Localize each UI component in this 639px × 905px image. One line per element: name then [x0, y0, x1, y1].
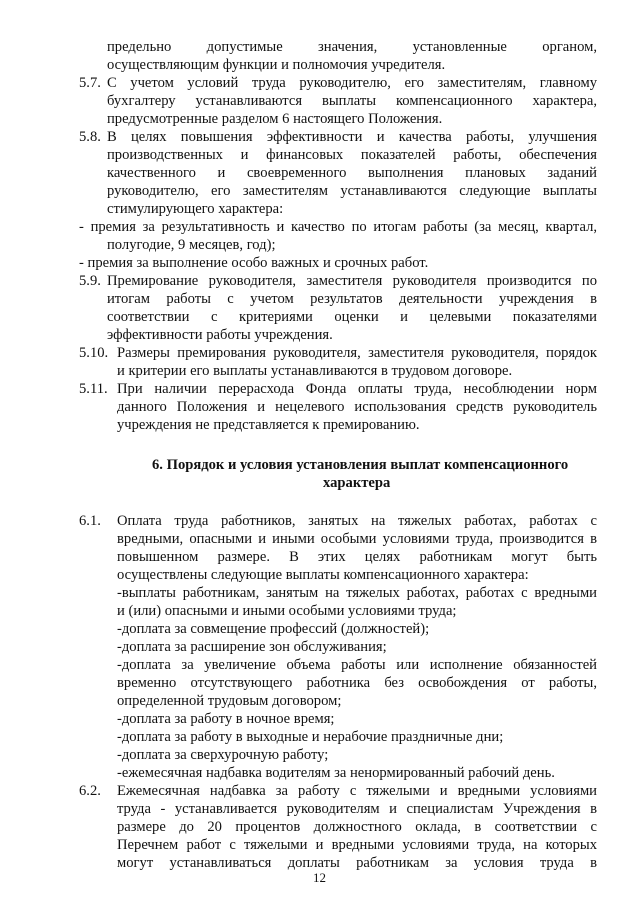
item-number-6-1: 6.1. [79, 513, 101, 529]
top-fragment-line-2: осуществляющим функции и полномочия учредителя. [107, 57, 446, 73]
item-number-5-11: 5.11. [79, 381, 108, 397]
item-5-8-line-5: стимулирующего характера: [107, 201, 284, 217]
item-6-1-line-3: повышенном размере. В этих целях работникам могут быть [117, 549, 597, 565]
item-5-8-line-4: руководителю, его заместителям устанавливаются следующие выплаты [107, 183, 597, 199]
item-6-1-line-6: и (или) опасными и иными особыми условиями труда; [117, 603, 457, 619]
item-6-2-line-4: Перечнем работ с тяжелыми и вредными условиями труда, на которых [117, 837, 597, 853]
item-6-2-line-1: Ежемесячная надбавка за работу с тяжелыми и вредными условиями [117, 783, 597, 799]
item-6-1-line-12: -доплата за работу в ночное время; [117, 711, 335, 727]
bullet-5-8-b-line-1: - премия за выполнение особо важных и срочных работ. [79, 255, 429, 271]
item-5-10-line-2: и критерии его выплаты устанавливаются в трудовом договоре. [117, 363, 513, 379]
item-number-5-9: 5.9. [79, 273, 101, 289]
bullet-5-8-a-line-1: - премия за результативность и качество по итогам работы (за месяц, квартал, [79, 219, 597, 235]
item-5-8-line-2: производственных и финансовых показателей работы, обеспечения [107, 147, 597, 163]
item-5-10-line-1: Размеры премирования руководителя, заместителя руководителя, порядок [117, 345, 597, 361]
item-5-11-line-3: учреждения не представляется к премированию. [117, 417, 420, 433]
item-5-7-line-1: С учетом условий труда руководителю, его заместителям, главному [107, 75, 597, 91]
item-6-2-line-2: труда - устанавливается руководителям и специалистам Учреждения в [117, 801, 597, 817]
item-6-1-line-2: вредными, опасными и иными особыми условиями труда, производится в [117, 531, 597, 547]
item-5-7-line-3: предусмотренные разделом 6 настоящего Положения. [107, 111, 443, 127]
bullet-5-8-a-line-2: полугодие, 9 месяцев, год); [107, 237, 276, 253]
item-6-1-line-8: -доплата за расширение зон обслуживания; [117, 639, 387, 655]
item-5-9-line-4: эффективности работы учреждения. [107, 327, 333, 343]
section-6-heading-line-2: характера [323, 475, 391, 491]
item-5-9-line-1: Премирование руководителя, заместителя руководителя производится по [107, 273, 597, 289]
item-6-1-line-14: -доплата за сверхурочную работу; [117, 747, 329, 763]
item-6-1-line-1: Оплата труда работников, занятых на тяжелых работах, работах с [117, 513, 597, 529]
item-6-1-line-7: -доплата за совмещение профессий (должностей); [117, 621, 430, 637]
item-6-1-line-11: определенной трудовым договором; [117, 693, 342, 709]
item-6-2-line-5: могут устанавливаться доплаты работникам за условия труда в [117, 855, 597, 871]
item-6-1-line-5: -выплаты работникам, занятым на тяжелых работах, работах с вредными [117, 585, 597, 601]
item-number-6-2: 6.2. [79, 783, 101, 799]
item-number-5-10: 5.10. [79, 345, 109, 361]
item-6-1-line-15: -ежемесячная надбавка водителям за ненормированный рабочий день. [117, 765, 555, 781]
item-5-11-line-1: При наличии перерасхода Фонда оплаты труда, несоблюдении норм [117, 381, 597, 397]
item-5-9-line-2: итогам работы с учетом результатов деятельности учреждения в [107, 291, 597, 307]
top-fragment-line-1: предельно допустимые значения, установленные органом, [107, 39, 597, 55]
item-6-1-line-9: -доплата за увеличение объема работы или исполнение обязанностей [117, 657, 597, 673]
page-number: 12 [313, 870, 326, 885]
item-5-7-line-2: бухгалтеру устанавливаются выплаты компенсационного характера, [107, 93, 597, 109]
item-6-2-line-3: размере до 20 процентов должностного оклада, в соответствии с [117, 819, 597, 835]
item-6-1-line-13: -доплата за работу в выходные и нерабочие праздничные дни; [117, 729, 504, 745]
item-5-9-line-3: соответствии с критериями оценки и целевыми показателями [107, 309, 597, 325]
item-6-1-line-4: осуществлены следующие выплаты компенсационного характера: [117, 567, 529, 583]
item-number-5-8: 5.8. [79, 129, 101, 145]
item-5-8-line-1: В целях повышения эффективности и качества работы, улучшения [107, 129, 597, 145]
item-6-1-line-10: временно отсутствующего работника без освобождения от работы, [117, 675, 597, 691]
section-6-heading-line-1: 6. Порядок и условия установления выплат компенсационного [152, 457, 569, 473]
item-number-5-7: 5.7. [79, 75, 101, 91]
item-5-11-line-2: данного Положения и нецелевого использования средств руководитель [117, 399, 597, 415]
item-5-8-line-3: качественного и своевременного выполнения плановых заданий [107, 165, 597, 181]
